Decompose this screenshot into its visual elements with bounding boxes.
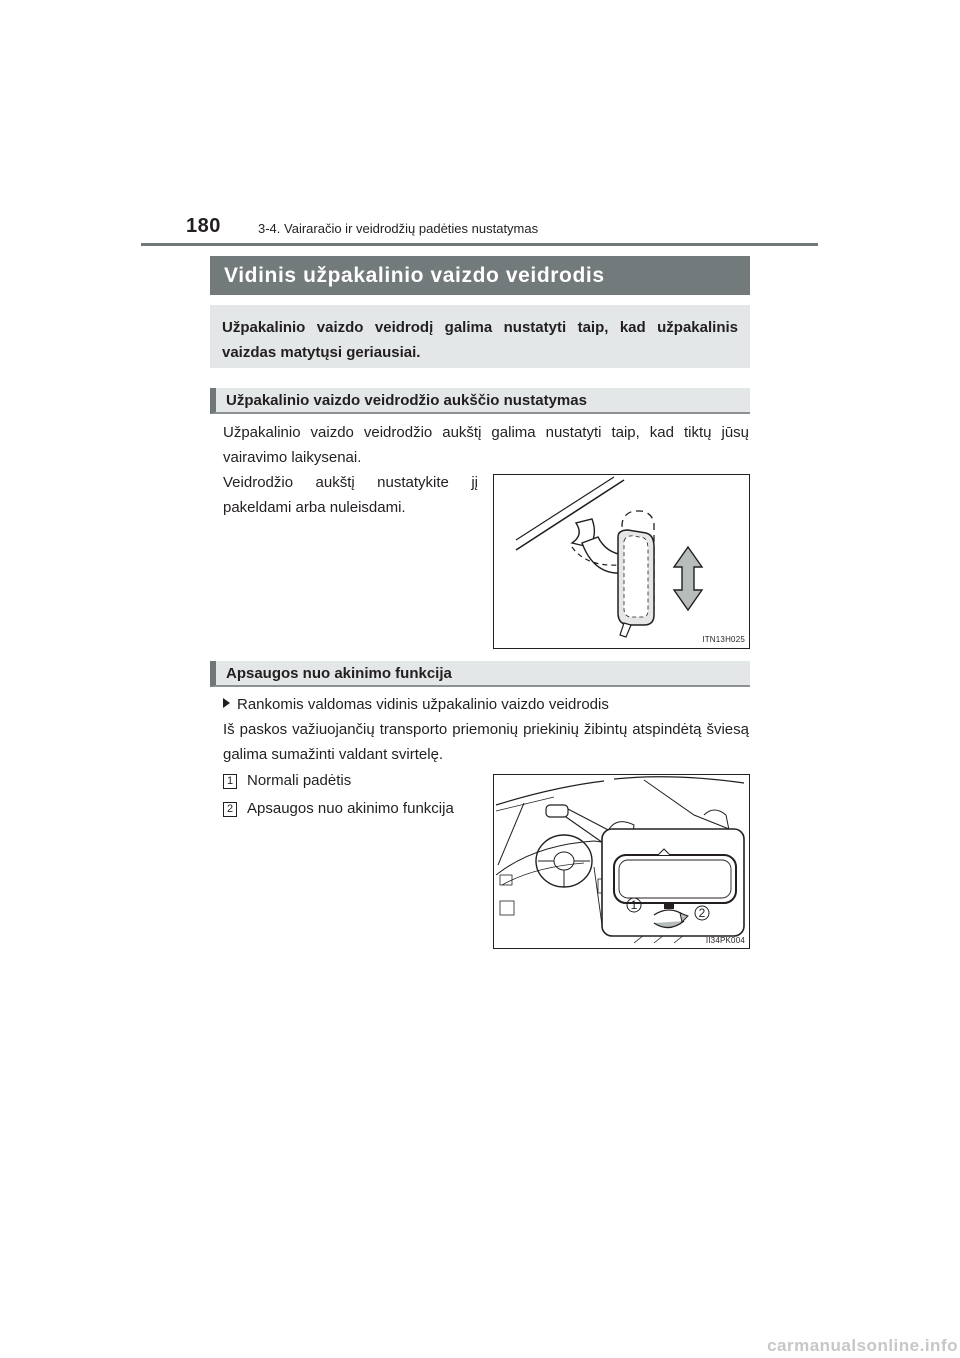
number-box-icon: 2: [223, 802, 237, 817]
running-head: 3-4. Vairaračio ir veidrodžių padėties nustatymas: [258, 221, 539, 236]
callout-label-2: 2: [698, 906, 706, 920]
intro-text: Užpakalinio vaizdo veidrodį galima nustatyti taip, kad užpakalinis vaizdas matytųsi geriausiai.: [222, 319, 738, 361]
anti-glare-item-1: [223, 768, 483, 793]
mirror-height-illustration: [494, 475, 749, 648]
section-title: Vidinis užpakalinio vaizdo veidrodis: [210, 256, 750, 295]
intro-box: [210, 305, 750, 368]
figure-code-height: ITN13H025: [702, 635, 745, 644]
height-adjust-heading: Užpakalinio vaizdo veidrodžio aukščio nustatymas: [210, 388, 750, 414]
callout-label-1: 1: [630, 898, 638, 912]
height-adjust-instruction: Veidrodžio aukštį nustatykite jį pakeldami arba nuleisdami.: [223, 474, 478, 516]
header-rule: [141, 243, 818, 246]
anti-glare-bullet: [223, 692, 749, 717]
anti-glare-paragraph: Iš paskos važiuojančių transporto priemonių priekinių žibintų atspindėtą šviesą galima sumažinti valdant svirtelę.: [223, 721, 749, 763]
anti-glare-figure: [493, 774, 750, 949]
car-interior-illustration: [494, 775, 749, 948]
height-adjust-paragraph: Užpakalinio vaizdo veidrodžio aukštį galima nustatyti taip, kad tiktų jūsų vairavimo laikysenai.: [223, 424, 749, 466]
figure-code-anti-glare: II34PK004: [705, 936, 745, 945]
anti-glare-item-2: [223, 796, 483, 821]
watermark: carmanualsonline.info: [767, 1336, 958, 1355]
mirror-height-figure: [493, 474, 750, 649]
anti-glare-bullet-text: Rankomis valdomas vidinis užpakalinio vaizdo veidrodis: [237, 696, 609, 713]
up-down-arrow-icon: [674, 547, 702, 610]
item-label-anti-glare: Apsaugos nuo akinimo funkcija: [247, 800, 454, 817]
page-number: 180: [186, 215, 221, 237]
item-label-normal: Normali padėtis: [247, 772, 352, 789]
anti-glare-heading: Apsaugos nuo akinimo funkcija: [210, 661, 750, 687]
number-box-icon: 1: [223, 774, 237, 789]
bullet-arrow-icon: [223, 698, 230, 708]
